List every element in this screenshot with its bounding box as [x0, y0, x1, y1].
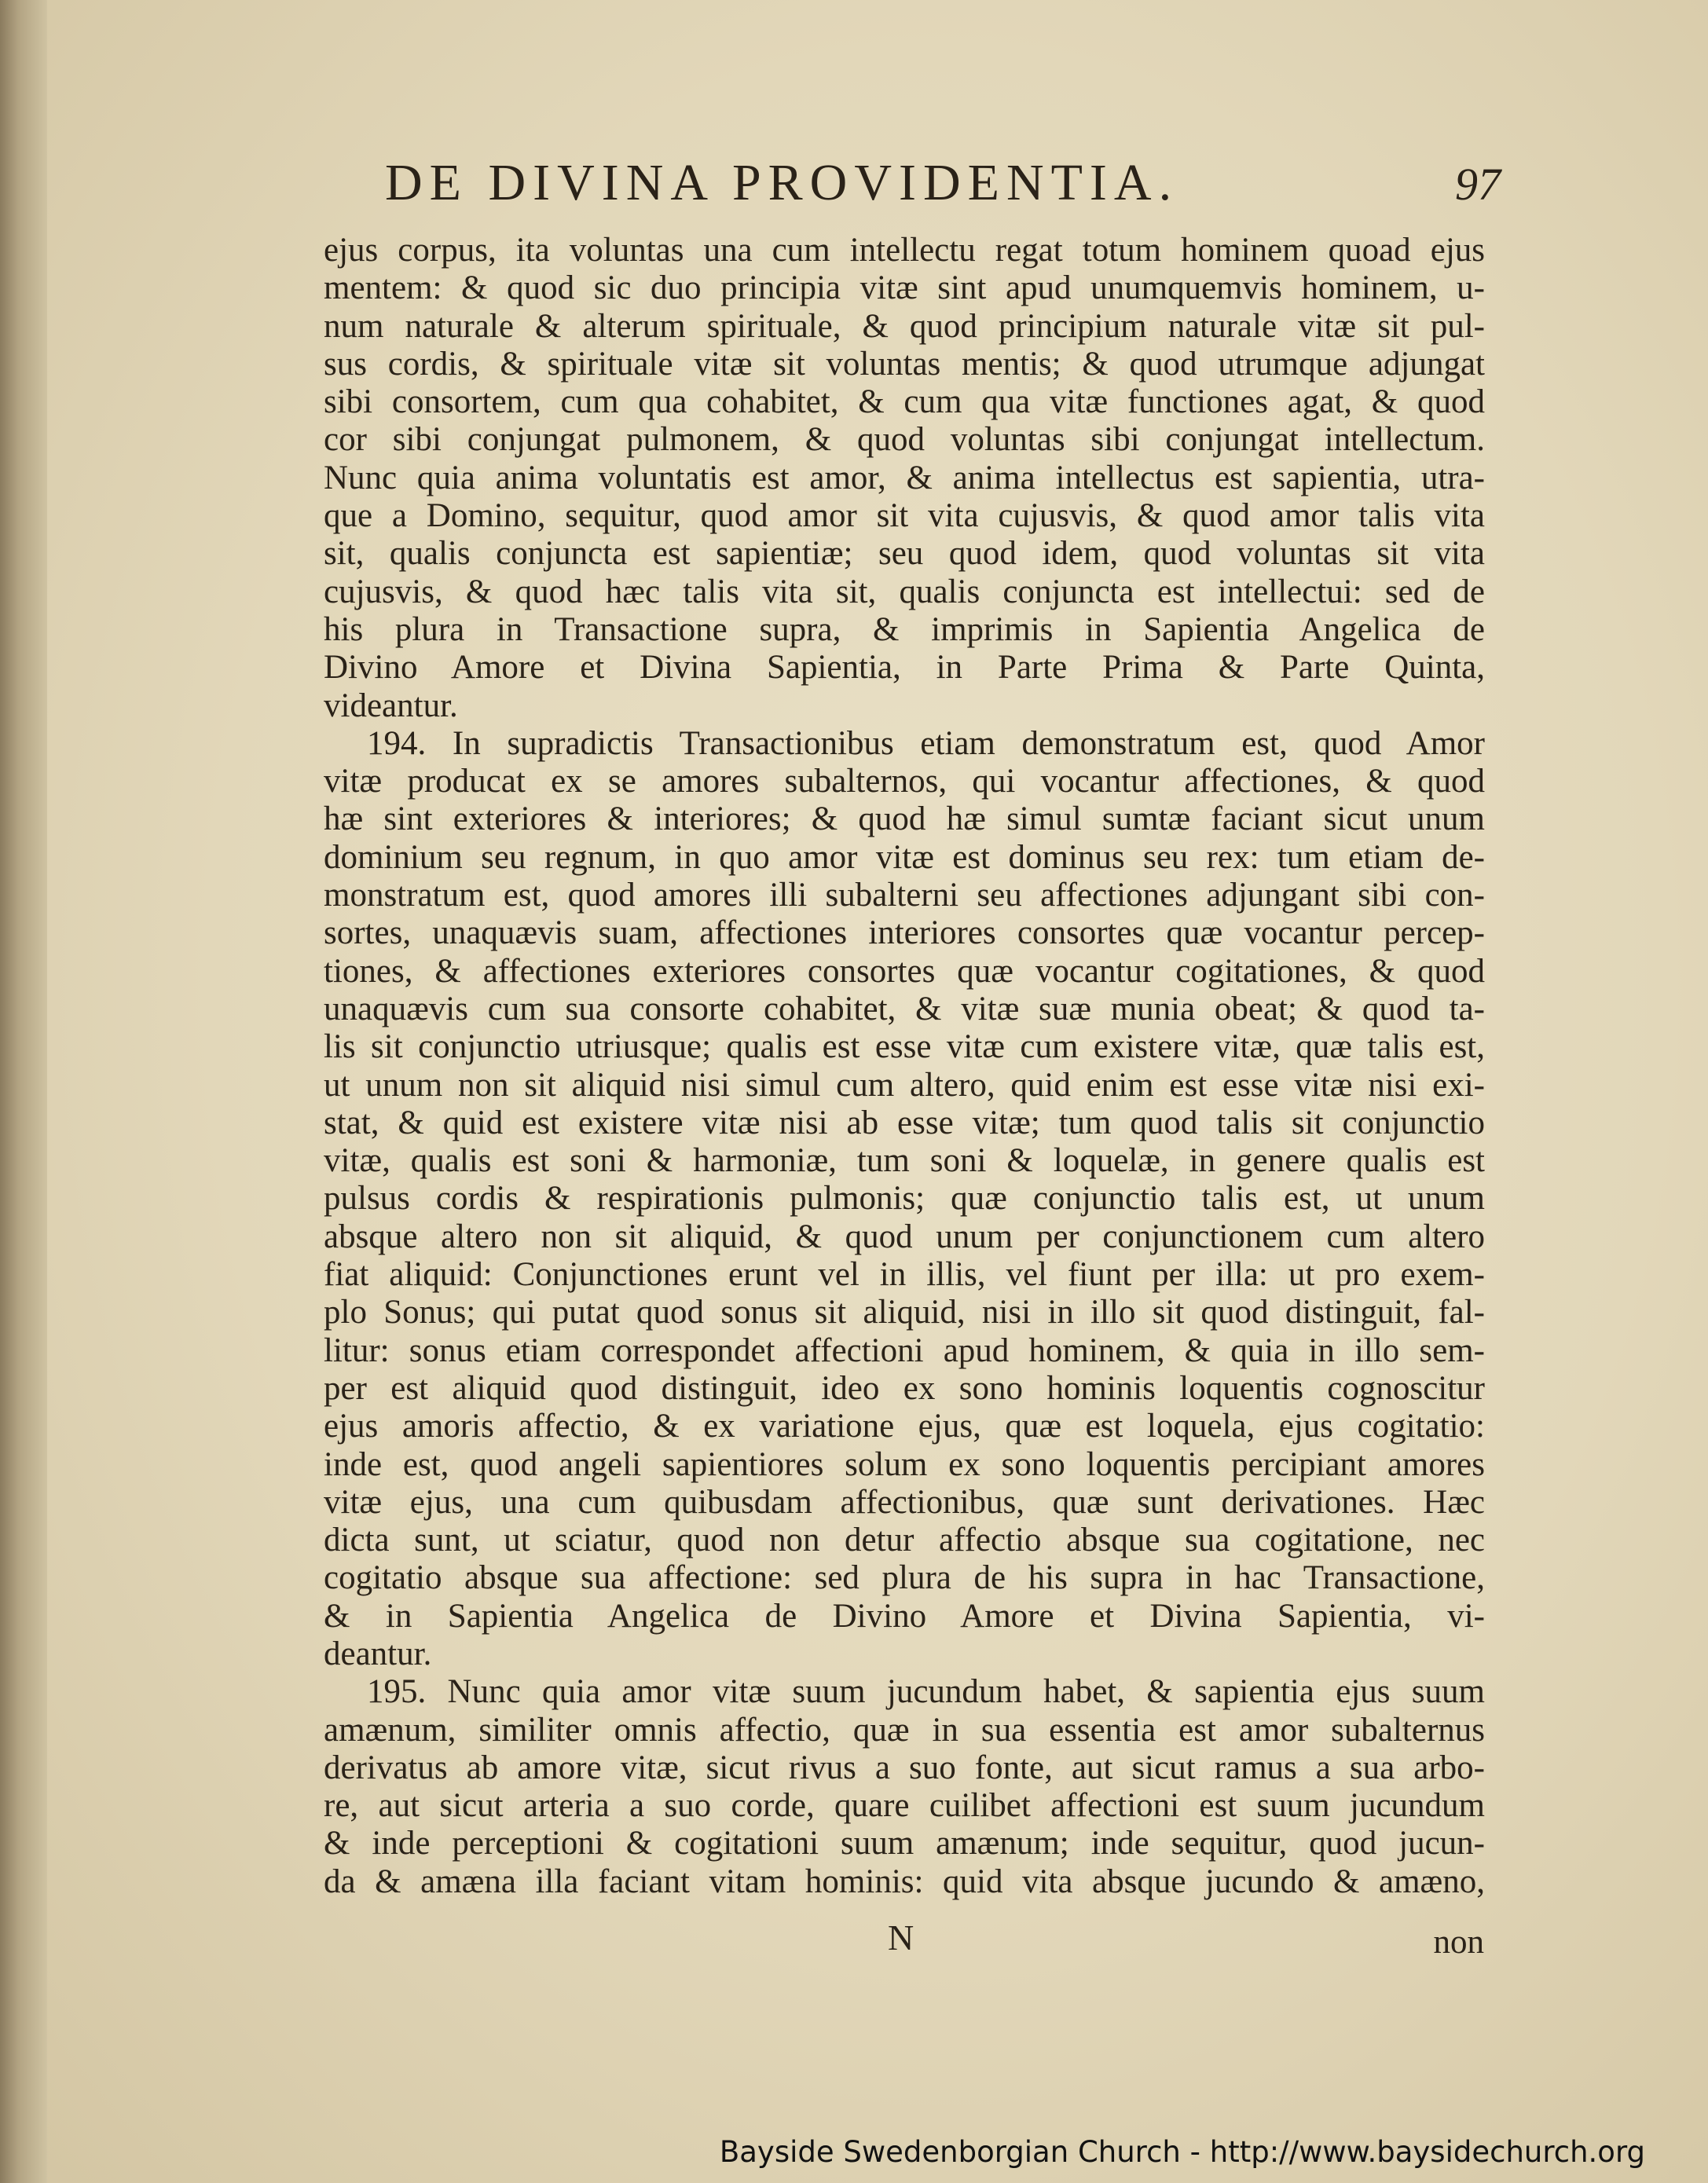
text-line: per est aliquid quod distinguit, ideo ex sono hominis loquentis cognoscitur [324, 1369, 1485, 1407]
text-line: ejus corpus, ita voluntas una cum intellectu regat totum hominem quoad ejus [324, 232, 1485, 269]
body-text [324, 232, 1485, 1901]
text-line: que a Domino, sequitur, quod amor sit vita cujusvis, & quod amor talis vita [324, 497, 1485, 535]
text-line: cor sibi conjungat pulmonem, & quod voluntas sibi conjungat intellectum. [324, 421, 1485, 459]
text-line: 195. Nunc quia amor vitæ suum jucundum habet, & sapientia ejus suum [367, 1673, 1485, 1711]
text-line: cogitatio absque sua affectione: sed plura de his supra in hac Transactione, [324, 1559, 1485, 1597]
signature-mark: N [888, 1917, 914, 1958]
text-line: cujusvis, & quod hæc talis vita sit, qualis conjuncta est intellectui: sed de [324, 573, 1485, 610]
text-line: videantur. [324, 687, 458, 724]
page-number: 97 [1455, 159, 1501, 210]
text-line: da & amæna illa faciant vitam hominis: quid vita absque jucundo & amæno, [324, 1863, 1485, 1900]
text-line: hæ sint exteriores & interiores; & quod hæ simul sumtæ faciant sicut unum [324, 800, 1485, 838]
text-line: mentem: & quod sic duo principia vitæ sint apud unumquemvis hominem, u- [324, 269, 1485, 307]
text-line: fiat aliquid: Conjunctiones erunt vel in illis, vel fiunt per illa: ut pro exem- [324, 1256, 1485, 1294]
text-line: & in Sapientia Angelica de Divino Amore et Divina Sapientia, vi- [324, 1597, 1485, 1635]
text-line: sibi consortem, cum qua cohabitet, & cum qua vitæ functiones agat, & quod [324, 383, 1485, 421]
text-line: 194. In supradictis Transactionibus etiam demonstratum est, quod Amor [367, 724, 1485, 762]
text-line: derivatus ab amore vitæ, sicut rivus a suo fonte, aut sicut ramus a sua arbo- [324, 1749, 1485, 1786]
text-line: vitæ ejus, una cum quibusdam affectionibus, quæ sunt derivationes. Hæc [324, 1483, 1485, 1521]
text-line: absque altero non sit aliquid, & quod unum per conjunctionem cum altero [324, 1218, 1485, 1255]
watermark: Bayside Swedenborgian Church - http://www.baysidechurch.org [719, 2135, 1645, 2169]
text-line: num naturale & alterum spirituale, & quod principium naturale vitæ sit pul- [324, 307, 1485, 345]
text-line: sit, qualis conjuncta est sapientiæ; seu quod idem, quod voluntas sit vita [324, 535, 1485, 573]
text-line: monstratum est, quod amores illi subalterni seu affectiones adjungant sibi con- [324, 877, 1485, 914]
text-line: sortes, unaquævis suam, affectiones interiores consortes quæ vocantur percep- [324, 914, 1485, 952]
text-line: his plura in Transactione supra, & imprimis in Sapientia Angelica de [324, 610, 1485, 648]
text-line: deantur. [324, 1635, 432, 1672]
text-line: inde est, quod angeli sapientiores solum ex sono loquentis percipiant amores [324, 1445, 1485, 1483]
text-line: stat, & quid est existere vitæ nisi ab esse vitæ; tum quod talis sit conjunctio [324, 1104, 1485, 1141]
text-line: dicta sunt, ut sciatur, quod non detur affectio absque sua cogitatione, nec [324, 1522, 1485, 1559]
page-gutter [0, 0, 47, 2183]
text-line: dominium seu regnum, in quo amor vitæ est dominus seu rex: tum etiam de- [324, 838, 1485, 876]
text-line: vitæ producat ex se amores subalternos, qui vocantur affectiones, & quod [324, 763, 1485, 800]
text-line: Nunc quia anima voluntatis est amor, & anima intellectus est sapientia, utra- [324, 459, 1485, 496]
text-line: re, aut sicut arteria a suo corde, quare cuilibet affectioni est suum jucundum [324, 1787, 1485, 1825]
text-line: unaquævis cum sua consorte cohabitet, & vitæ suæ munia obeat; & quod ta- [324, 990, 1485, 1027]
page-header [385, 153, 1501, 224]
text-line: Divino Amore et Divina Sapientia, in Parte Prima & Parte Quinta, [324, 649, 1485, 687]
running-title: DE DIVINA PROVIDENTIA. [385, 154, 1179, 211]
text-line: litur: sonus etiam correspondet affectioni apud hominem, & quia in illo sem- [324, 1331, 1485, 1369]
text-line: ejus amoris affectio, & ex variatione ejus, quæ est loquela, ejus cogitatio: [324, 1408, 1485, 1445]
text-line: & inde perceptioni & cogitationi suum amænum; inde sequitur, quod jucun- [324, 1825, 1485, 1863]
text-line: vitæ, qualis est soni & harmoniæ, tum soni & loquelæ, in genere qualis est [324, 1142, 1485, 1180]
text-line: amænum, similiter omnis affectio, quæ in sua essentia est amor subalternus [324, 1711, 1485, 1749]
text-line: plo Sonus; qui putat quod sonus sit aliquid, nisi in illo sit quod distinguit, fal- [324, 1294, 1485, 1331]
text-line: pulsus cordis & respirationis pulmonis; quæ conjunctio talis est, ut unum [324, 1180, 1485, 1218]
text-line: ut unum non sit aliquid nisi simul cum altero, quid enim est esse vitæ nisi exi- [324, 1066, 1485, 1104]
text-line: lis sit conjunctio utriusque; qualis est esse vitæ cum existere vitæ, quæ talis est, [324, 1028, 1485, 1066]
catchword: non [1433, 1924, 1484, 1961]
text-line: sus cordis, & spirituale vitæ sit voluntas mentis; & quod utrumque adjungat [324, 345, 1485, 383]
text-line: tiones, & affectiones exteriores consortes quæ vocantur cogitationes, & quod [324, 952, 1485, 990]
